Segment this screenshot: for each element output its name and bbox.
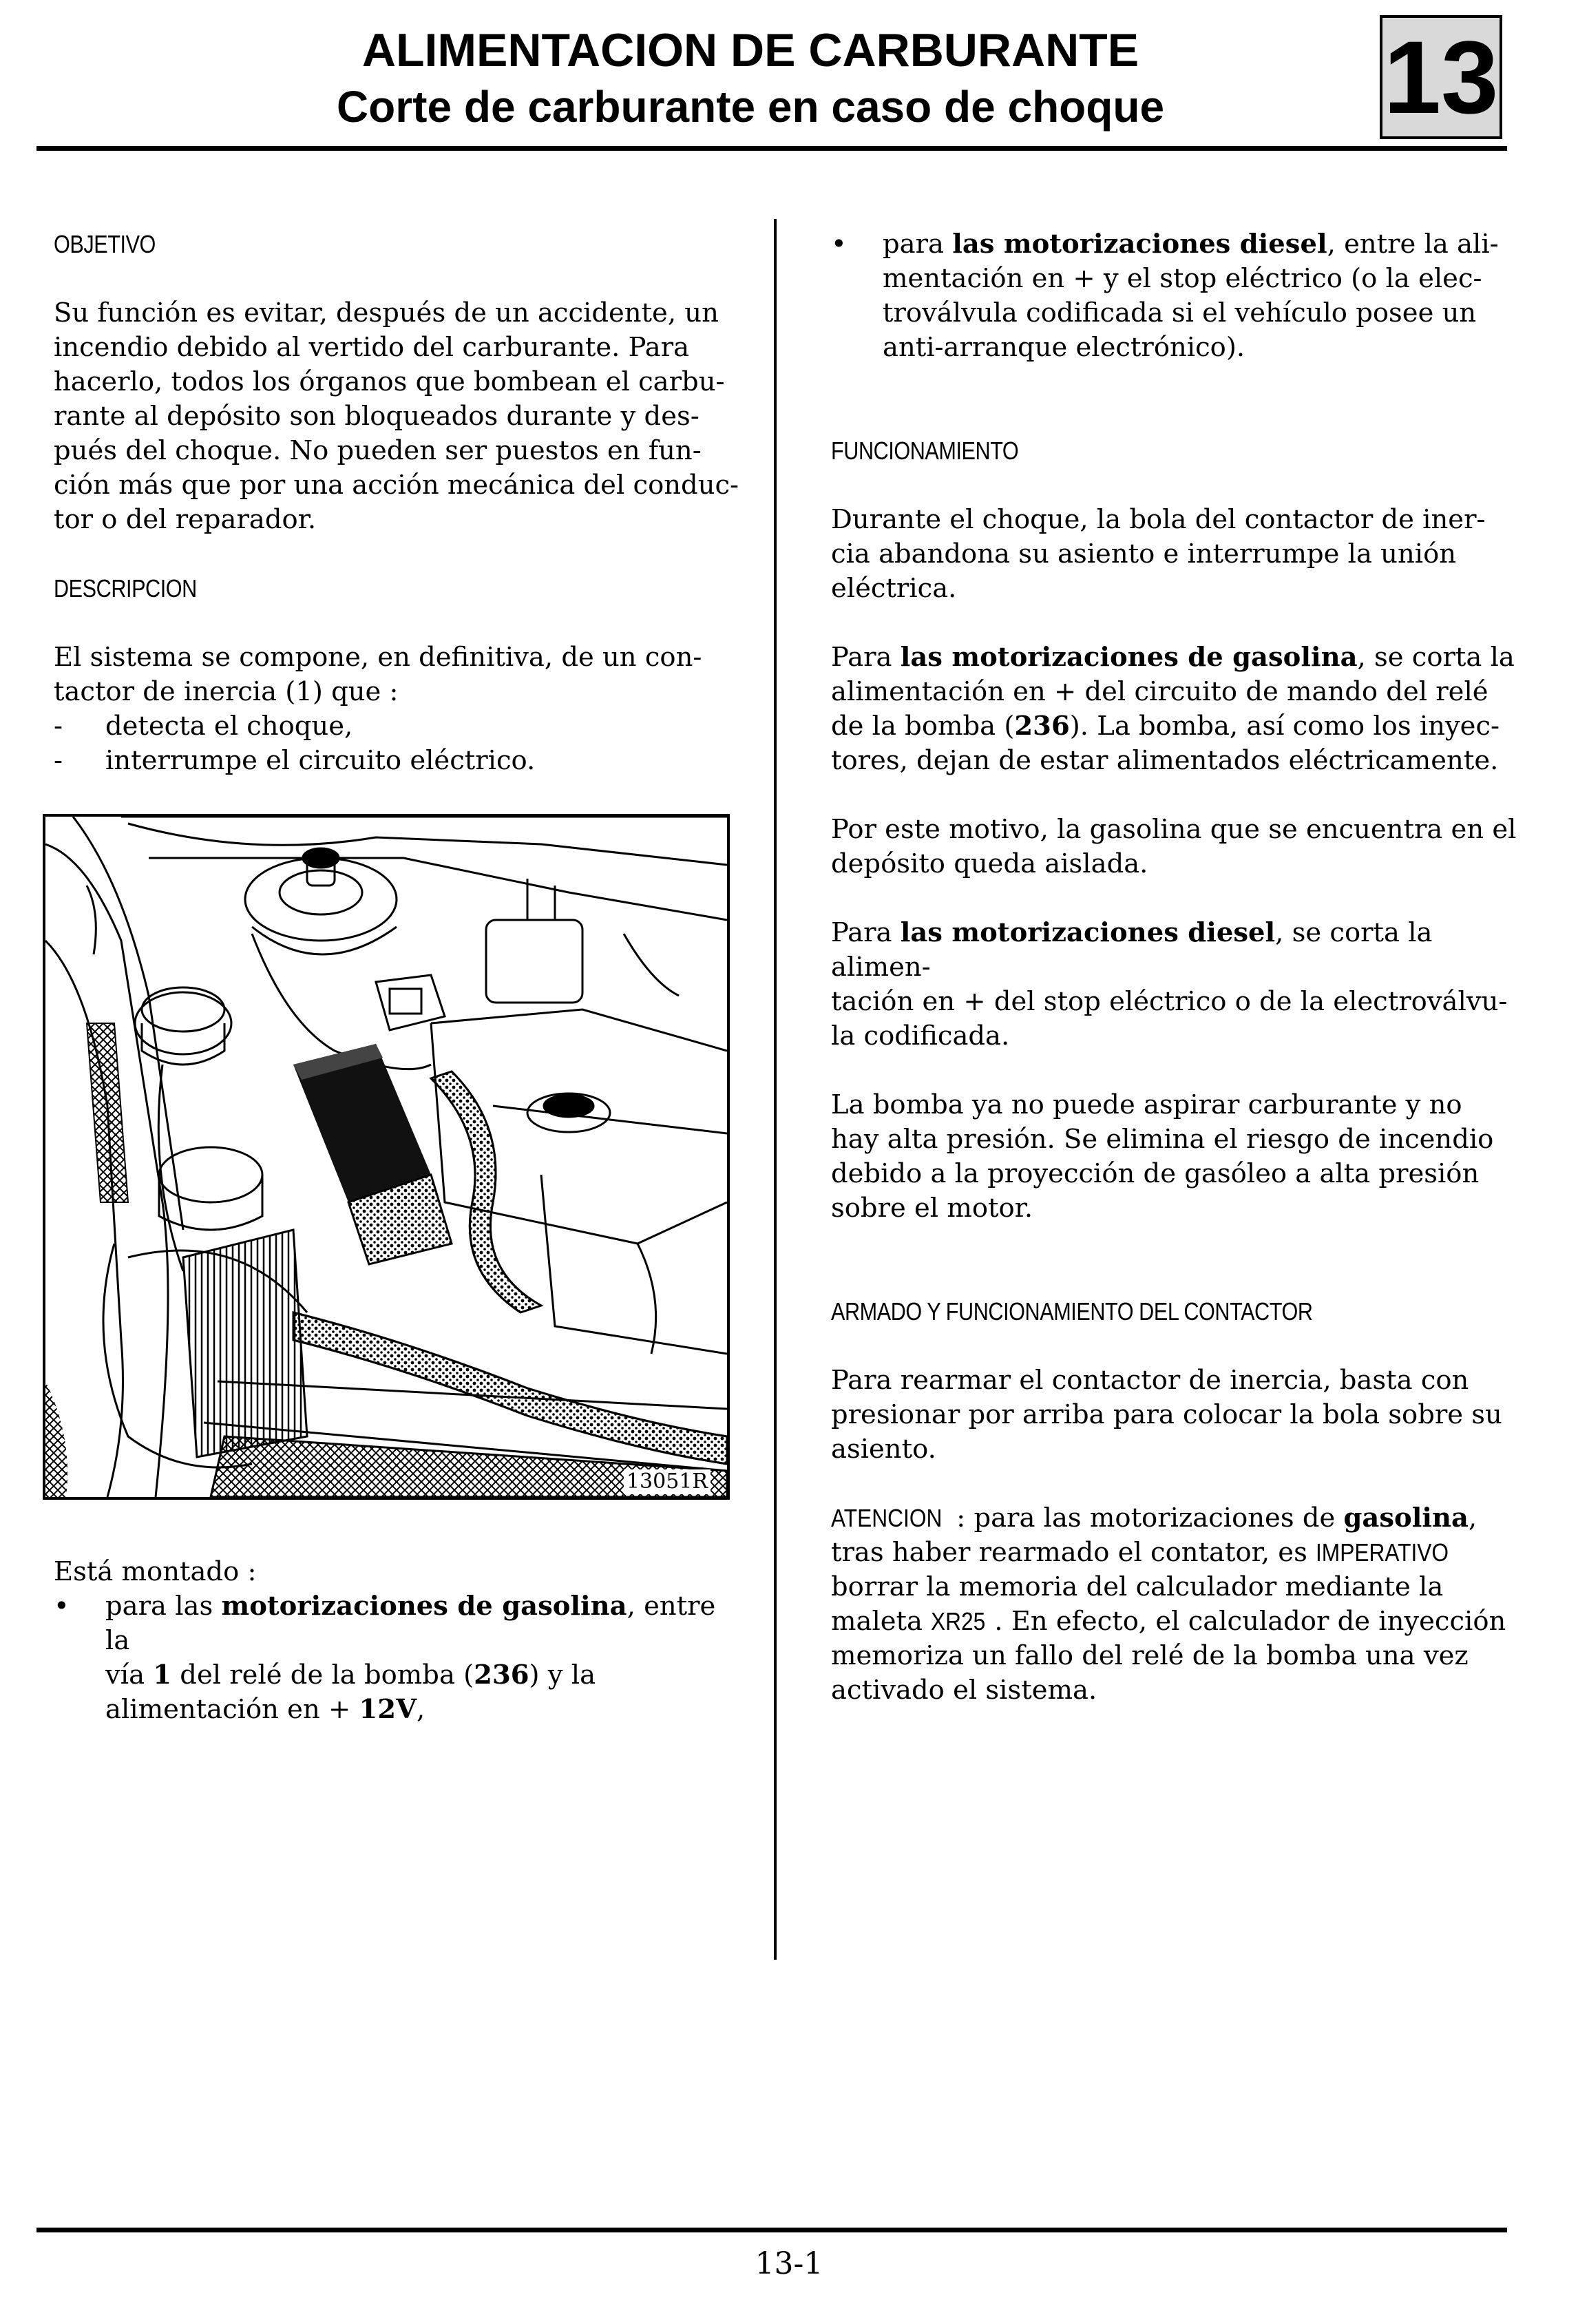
section-heading-funcionamiento: FUNCIONAMIENTO: [831, 437, 1019, 465]
xr25-keyword: XR25: [931, 1607, 986, 1635]
engine-bay-illustration: [43, 814, 730, 1500]
funcionamiento-paragraph-1: Durante el choque, la bola del contactor de iner- cia abandona su asiento e interrumpe la unión eléctrica.: [831, 504, 1486, 604]
engine-drawing: [45, 817, 727, 1497]
funcionamiento-paragraph-2: Para las motorizaciones de gasolina, se corta la alimentación en + del circuito de mando del relé de la bomba (236). La bomba, así como los inyec- tores, dejan de estar alimentados eléctricamente.: [831, 642, 1515, 776]
funcionamiento-paragraph-5: La bomba ya no puede aspirar carburante y no hay alta presión. Se elimina el riesgo de incendio debido a la proyección de gasóleo a alta presión sobre el motor.: [831, 1089, 1494, 1224]
armado-paragraph: Para rearmar el contactor de inercia, basta con presionar por arriba para colocar la bola sobre su asiento.: [831, 1365, 1502, 1465]
atencion-label: ATENCION: [831, 1504, 943, 1532]
montado-intro: Está montado :: [54, 1556, 257, 1587]
left-column: [54, 227, 742, 778]
dash-marker: -: [54, 711, 63, 742]
column-divider: [774, 219, 777, 1960]
list-item: - detecta el choque,: [54, 709, 742, 744]
bullet-marker: •: [831, 229, 847, 260]
chapter-number-box: 13: [1380, 15, 1502, 139]
page-number: 13-1: [755, 2246, 823, 2281]
left-column-lower: [54, 1555, 742, 1727]
header-rule: [36, 146, 1507, 151]
list-item: - interrumpe el circuito eléctrico.: [54, 744, 742, 778]
section-heading-armado: ARMADO Y FUNCIONAMIENTO DEL CONTACTOR: [831, 1297, 1313, 1326]
dash-marker: -: [54, 745, 63, 776]
footer-rule: [36, 2228, 1507, 2232]
atencion-paragraph: ATENCION : para las motorizaciones de gasolina, tras haber rearmado el contator, es IMPERATIVO borrar la memoria del calculador mediante la maleta XR25 . En efecto, el calculador de inyección memoriza un fallo del relé de la bomba una vez activado el sistema.: [831, 1503, 1506, 1706]
descripcion-paragraph: El sistema se compone, en definitiva, de un con- tactor de inercia (1) que :: [54, 642, 702, 707]
page-subtitle: Corte de carburante en caso de choque: [336, 82, 1165, 132]
list-item: • para las motorizaciones de gasolina, entre la vía 1 del relé de la bomba (236) y la alimentación en + 12V,: [54, 1591, 716, 1725]
imperativo-keyword: IMPERATIVO: [1316, 1538, 1449, 1567]
bullet-marker: •: [54, 1591, 70, 1622]
figure-reference-label: 13051R: [624, 1469, 711, 1494]
funcionamiento-paragraph-3: Por este motivo, la gasolina que se encuentra en el depósito queda aislada.: [831, 814, 1517, 879]
list-item: • para las motorizaciones diesel, entre la ali- mentación en + y el stop eléctrico (o la elec- troválvula codificada si el vehículo posee un anti-arranque electrónico).: [831, 229, 1499, 363]
funcionamiento-paragraph-4: Para las motorizaciones diesel, se corta la alimen- tación en + del stop eléctrico o de la electroválvu- la codificada.: [831, 917, 1508, 1051]
section-heading-descripcion: DESCRIPCION: [54, 574, 197, 603]
right-column: [831, 227, 1519, 1708]
section-heading-objetivo: OBJETIVO: [54, 230, 156, 258]
objetivo-paragraph: Su función es evitar, después de un accidente, un incendio debido al vertido del carburante. Para hacerlo, todos los órganos que bombean el carbu- rante al depósito son bloqueados durante y des- pués del choque. No pueden ser puestos en fun- ción más que por una acción mecánica del conduc- tor o del reparador.: [54, 297, 739, 535]
page-title: ALIMENTACION DE CARBURANTE: [361, 24, 1139, 76]
